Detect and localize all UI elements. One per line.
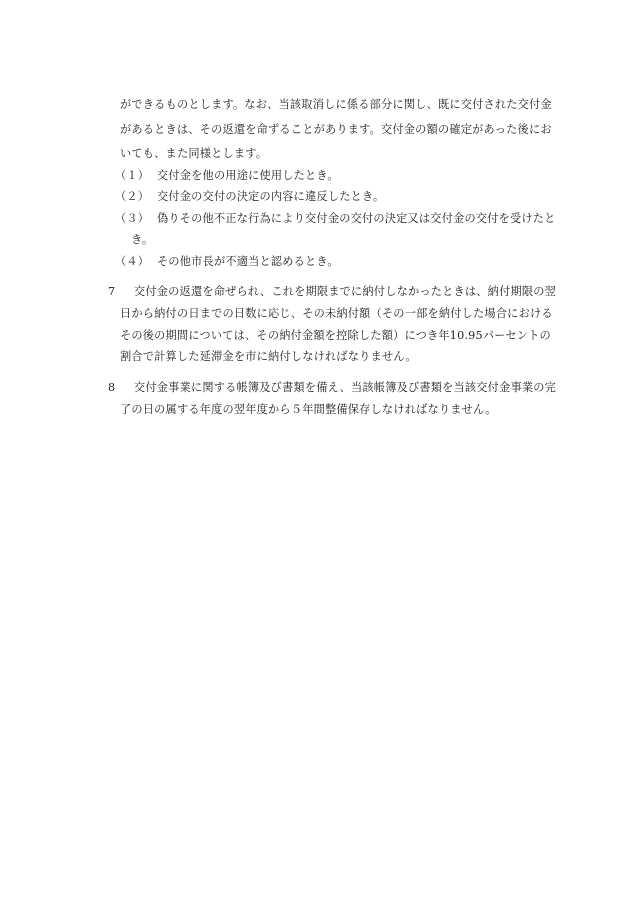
item-number: 8 <box>108 381 116 394</box>
sub-item-text: その他市長が不適当と認めるとき。 <box>157 255 339 268</box>
sub-item-text: 偽りその他不正な行為により交付金の交付の決定又は交付金の交付を受けたと <box>157 212 556 225</box>
item-line: 日から納付の日までの日数に応じ、その未納付額（その一部を納付した場合における <box>120 307 553 320</box>
sub-item-label: （２） <box>115 190 150 203</box>
sub-item-label: （４） <box>115 255 150 268</box>
continuation-line: ができるものとします。なお、当該取消しに係る部分に関し、既に交付された交付金 <box>120 98 552 111</box>
sub-item-text: 交付金の交付の決定の内容に違反したとき。 <box>157 190 385 203</box>
sub-item-label: （１） <box>115 169 150 182</box>
item-line: 割合で計算した延滞金を市に納付しなければなりません。 <box>120 350 417 363</box>
sub-item-text: 交付金を他の用途に使用したとき。 <box>157 169 339 182</box>
item-line: その後の期間については、その納付金額を控除した額）につき年10.95パーセントの <box>120 329 551 342</box>
item-line: 交付金の返還を命ぜられ、これを期限までに納付しなかったときは、納付期限の翌 <box>134 285 557 298</box>
continuation-line: いても、また同様とします。 <box>120 147 268 160</box>
sub-item-text: き。 <box>131 233 154 246</box>
sub-item-label: （３） <box>115 212 150 225</box>
item-line: 交付金事業に関する帳簿及び書類を備え、当該帳簿及び書類を当該交付金事業の完 <box>134 381 557 394</box>
item-line: 了の日の属する年度の翌年度から５年間整備保存しなければなりません。 <box>120 403 497 416</box>
continuation-line: があるときは、その返還を命ずることがあります。交付金の額の確定があった後にお <box>120 123 552 136</box>
item-number: 7 <box>108 285 116 298</box>
